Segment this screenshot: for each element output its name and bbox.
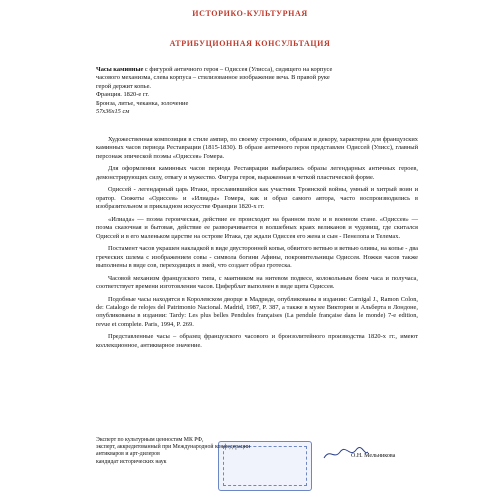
object-desc-1: с фигурой античного героя – Одиссея (Улисса), сидящего на корпусе (143, 66, 333, 73)
header-title-line1: ИСТОРИКО-КУЛЬТУРНАЯ (192, 9, 308, 18)
object-size: 57х36х15 см (96, 108, 130, 116)
credential-line2: эксперт, аккредитованный при Международной конфедерации (96, 444, 251, 451)
credential-line4: кандидат исторических наук (96, 458, 167, 465)
paragraph: Для оформления каминных часов периода Реставрации выбирались образы легендарных античных героев, демонстрирующих силу, отвагу и мужество. Фигура героя, выраженная в четкой пластической форме. (96, 165, 418, 181)
object-desc-2: часового механизма, слева корпуса – стилизованное изображение веча. В правой руке (96, 74, 330, 82)
object-description (96, 66, 418, 116)
expert-name: О.Н. Мельникова (351, 453, 396, 459)
paragraph: Постамент часов украшен накладкой в виде двусторонней копья, обвитого ветвью и ветвью оливы, на копье - два греческих шлема с изображением совы - символа богини Афины, покровительницы Одиссея. Ножки часов также выполнены в виде сов, переходящих в змей, что создает образ гротеска. (96, 245, 418, 270)
object-origin: Франция. 1820-е гг. (96, 91, 149, 99)
object-description-line1 (96, 66, 418, 74)
paragraph: Подобные часы находятся в Королевском дворце в Мадриде, опубликованы в издании: Carnigal J., Ramon Colon, de: Catalogo de relojes del Patrimonio Nacional. Madrid, 1987, P. 387, а также в музее Виктории и Альберта в Лондоне, опубликованы в издании: Tardy: Les plus belles Pendules françaises (La pendule française dans le monde) 7-e edition, revue et complete. Paris, 1994, P. 269. (96, 295, 418, 328)
credential-line1: Эксперт по культурным ценностям МК РФ, (96, 437, 204, 443)
paragraph: Часовой механизм французского типа, с маятником на нитевом подвесе, колокольным боем часа и получаса, соответствует времени изготовления часов. Циферблат выполнен в виде щита Одиссея. (96, 274, 418, 291)
object-desc-3: герой держит копье. (96, 82, 152, 90)
paragraph: Представленные часы – образец французского часового и бронзолитейного производства 1820-х гг., имеют коллекционное, антикварное значение. (96, 333, 418, 349)
paragraph: «Илиада» — поэма героическая, действие ее происходит на бранном поле и в военном стане. «Одиссея» — поэма сказочная и бытовая, действие ее разворачивается в волшебных краях великанов и чудовищ, где скитался Одиссей и в его маленьком царстве на острове Итака, где ждали Одиссея его жена и сын - Пенелопа и Телемах. (96, 215, 418, 240)
document-body (96, 136, 418, 354)
object-material: Бронза, литье, чеканка, золочение (96, 99, 189, 107)
paragraph: Художественная композиция в стиле ампир, по своему строению, образам и декору, характерна для французских каминных часов периода Реставрации (1815-1830). В образе античного героя представлен Одиссей (Улисс), главный персонаж эпической поэмы «Одиссея» Гомера. (96, 136, 418, 160)
paragraph: Одиссей - легендарный царь Итаки, прославившийся как участник Троянской войны, умный и хитрый воин и оратор. Сюжеты «Одиссея» и «Илиады» Гомера, как и образ самого автора, часто воспроизводились в изобразительном и прикладном искусстве Франции 1820-х гг. (96, 186, 418, 211)
header-title-line2: АТРИБУЦИОННАЯ КОНСУЛЬТАЦИЯ (169, 39, 331, 48)
credential-line3: антикваров и арт-дилеров (96, 451, 160, 458)
object-label: Часы каминные (96, 66, 144, 73)
